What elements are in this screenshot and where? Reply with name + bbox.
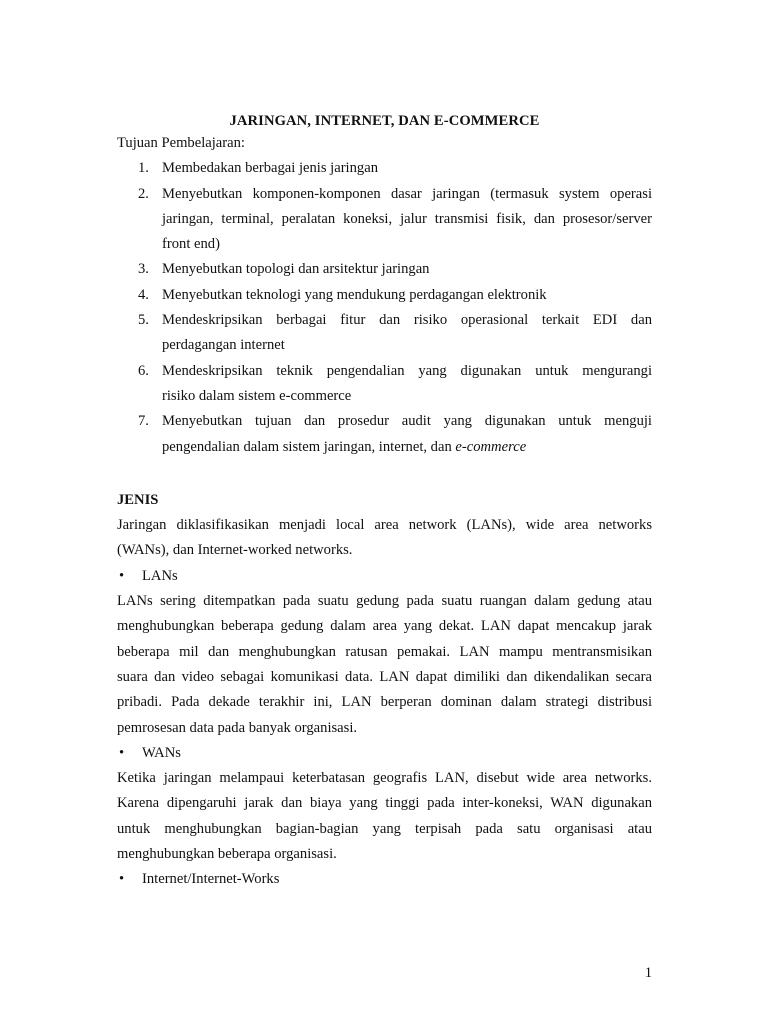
objective-line: Membedakan berbagai jenis jaringan	[162, 160, 378, 177]
objectives-label: Tujuan Pembelajaran:	[117, 135, 245, 151]
objective-line: Menyebutkan topologi dan arsitektur jaringan	[162, 261, 430, 278]
paragraph-line: pribadi. Pada dekade terakhir ini, LAN berperan dominan dalam strategi distribusi	[117, 694, 652, 711]
objective-line: Mendeskripsikan teknik pengendalian yang digunakan untuk mengurangi	[162, 362, 652, 379]
paragraph-line: menghubungkan beberapa organisasi.	[117, 846, 337, 863]
objective-item-2	[117, 182, 652, 258]
objective-number: 3.	[138, 261, 149, 278]
bullet-wans	[117, 741, 652, 766]
objective-number: 5.	[138, 312, 149, 329]
objective-item-1	[117, 156, 652, 181]
objective-number: 4.	[138, 286, 149, 303]
wans-paragraph	[117, 766, 652, 867]
objective-line-with-italic	[162, 435, 652, 460]
paragraph-line: untuk menghubungkan bagian-bagian yang terpisah pada satu organisasi atau	[117, 820, 652, 837]
objective-line: jaringan, terminal, peralatan koneksi, jalur transmisi fisik, dan prosesor/server	[162, 210, 652, 227]
bullet-label: Internet/Internet-Works	[142, 871, 280, 888]
objective-line-text: pengendalian dalam sistem jaringan, internet, dan	[162, 438, 456, 455]
bullet-glyph: •	[119, 744, 125, 761]
objective-line: Menyebutkan tujuan dan prosedur audit yang digunakan untuk menguji	[162, 413, 652, 430]
italic-term: e-commerce	[455, 438, 527, 455]
bullet-label: WANs	[142, 744, 181, 761]
bullet-glyph: •	[119, 871, 125, 888]
objective-item-4	[117, 283, 652, 308]
objective-line: Mendeskripsikan berbagai fitur dan risiko operasional terkait EDI dan	[162, 312, 652, 329]
lans-paragraph	[117, 589, 652, 741]
paragraph-line: pemrosesan data pada banyak organisasi.	[117, 719, 358, 736]
objective-item-7	[117, 409, 652, 460]
objective-line: Menyebutkan komponen-komponen dasar jaringan (termasuk system operasi	[162, 185, 652, 202]
section-spacer	[117, 460, 652, 486]
section-heading: JENIS	[117, 491, 159, 508]
document-title: JARINGAN, INTERNET, DAN E-COMMERCE	[229, 113, 540, 129]
bullet-internet-works	[117, 867, 652, 892]
bullet-label: LANs	[142, 567, 178, 584]
paragraph-line: LANs sering ditempatkan pada suatu gedung pada suatu ruangan dalam gedung atau	[117, 593, 652, 610]
bullet-lans	[117, 564, 652, 589]
objective-line: Menyebutkan teknologi yang mendukung perdagangan elektronik	[162, 286, 547, 303]
paragraph-line: menghubungkan beberapa gedung dalam area yang dekat. LAN dapat mencakup jarak	[117, 618, 652, 635]
objective-number: 1.	[138, 160, 149, 177]
paragraph-line: Ketika jaringan melampaui keterbatasan geografis LAN, disebut wide area networks.	[117, 770, 652, 787]
paragraph-line: beberapa mil dan menghubungkan ratusan pemakai. LAN mampu mentransmisikan	[117, 643, 652, 660]
objective-item-6	[117, 359, 652, 410]
bullet-glyph: •	[119, 567, 125, 584]
objectives-list	[117, 156, 652, 460]
paragraph-line: suara dan video sebagai komunikasi data. LAN dapat dimiliki dan dikendalikan secara	[117, 668, 652, 685]
paragraph-line: Karena dipengaruhi jarak dan biaya yang tinggi pada inter-koneksi, WAN digunakan	[117, 795, 652, 812]
objective-item-5	[117, 308, 652, 359]
objective-line: front end)	[162, 236, 220, 253]
objective-line: risiko dalam sistem e-commerce	[162, 387, 352, 404]
objective-number: 7.	[138, 413, 149, 430]
objective-number: 6.	[138, 362, 149, 379]
paragraph-line: Jaringan diklasifikasikan menjadi local area network (LANs), wide area networks	[117, 517, 652, 534]
document-body	[117, 111, 652, 893]
paragraph-line: (WANs), dan Internet-worked networks.	[117, 542, 353, 559]
intro-paragraph	[117, 513, 652, 564]
page-number: 1	[644, 965, 652, 981]
objective-line: perdagangan internet	[162, 337, 285, 354]
objective-number: 2.	[138, 185, 149, 202]
objective-item-3	[117, 257, 652, 282]
